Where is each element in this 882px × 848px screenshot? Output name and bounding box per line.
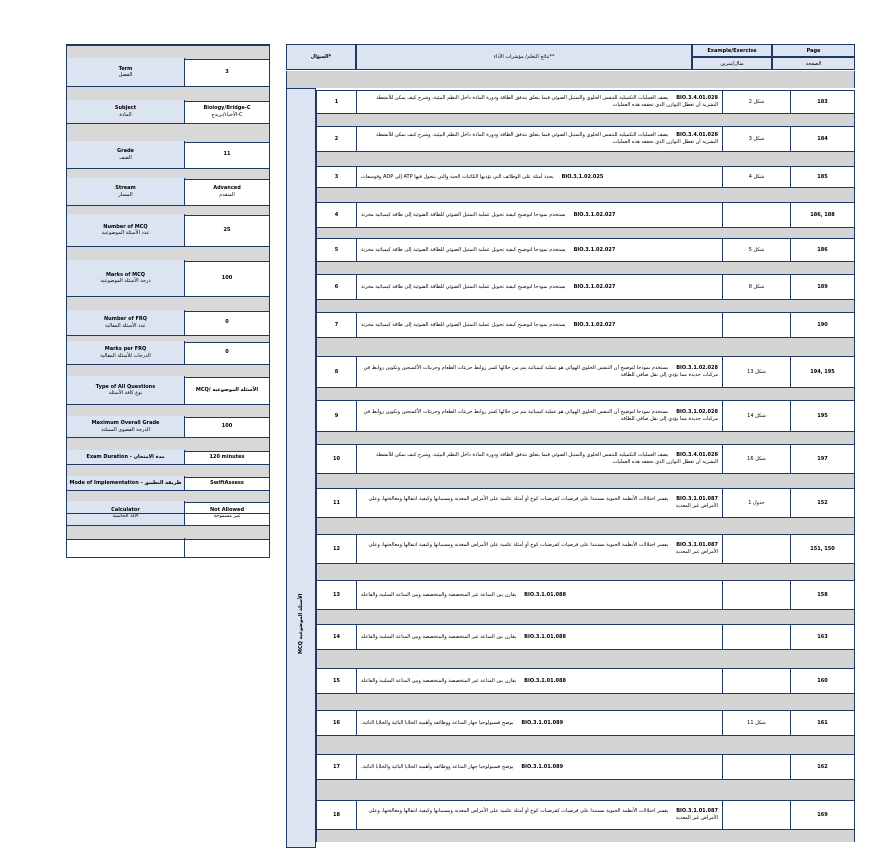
example-reference <box>723 313 791 337</box>
row-spacer <box>316 388 855 400</box>
info-label <box>67 100 185 123</box>
info-value <box>185 58 269 86</box>
info-value-en: 3 <box>225 68 229 75</box>
example-reference: شكل 13 <box>723 357 791 387</box>
outcome-code: BIO.3.1.01.088 <box>524 677 566 684</box>
info-label-ar: الدرجة القصوى الممكنة <box>101 426 150 433</box>
question-row <box>316 400 855 432</box>
info-value <box>185 214 269 246</box>
info-label-en: Stream <box>115 185 136 192</box>
outcome-code: BIO.3.1.01.088 <box>524 633 566 640</box>
info-value-ar: غير مسموحة <box>213 513 241 519</box>
row-spacer <box>316 300 855 312</box>
example-reference: شكل 8 <box>723 275 791 299</box>
info-value <box>185 310 269 335</box>
example-reference <box>723 669 791 693</box>
info-value-ar: المتقدم <box>219 191 235 198</box>
info-row <box>67 100 269 123</box>
question-row <box>316 580 855 610</box>
question-number: 7 <box>317 313 357 337</box>
row-spacer <box>316 188 855 202</box>
learning-outcome <box>357 445 723 473</box>
row-spacer <box>316 152 855 166</box>
header-page-ar: الصفحة <box>772 57 855 70</box>
info-value-en: Advanced <box>213 185 241 192</box>
outcome-code: BIO.3.4.01.028 <box>676 132 718 139</box>
outcome-code: BIO.3.4.01.028 <box>676 95 718 102</box>
mcq-side-label: MCQ الأسئلة الموضوعية <box>298 593 304 655</box>
info-label <box>67 214 185 246</box>
info-row <box>67 260 269 296</box>
question-row <box>316 90 855 114</box>
info-label <box>67 416 185 437</box>
learning-outcome <box>357 91 723 113</box>
page-reference: 160 <box>817 678 828 684</box>
example-reference <box>723 755 791 779</box>
left-spacer-row <box>67 123 269 143</box>
question-row <box>316 238 855 262</box>
info-row <box>67 450 269 464</box>
info-label-en: Grade <box>117 148 134 155</box>
question-row <box>316 624 855 650</box>
info-label-ar: عدد الأسئلة المقالية <box>105 322 146 329</box>
page-reference: 194, 195 <box>810 369 835 375</box>
learning-outcome <box>357 127 723 151</box>
example-reference: جدول 1 <box>723 489 791 517</box>
outcome-code: BIO.3.1.01.089 <box>521 763 564 770</box>
learning-outcome <box>357 275 723 299</box>
info-label-en: Type of All Questions <box>95 383 156 390</box>
learning-outcome <box>357 801 723 829</box>
info-label-en: Marks per FRQ <box>104 346 147 353</box>
info-label-en: Maximum Overall Grade <box>91 420 160 427</box>
row-spacer <box>316 650 855 668</box>
info-label-ar: المسار <box>118 191 133 198</box>
page-reference: 186, 188 <box>810 212 835 218</box>
outcome-text: يفسر اختلالات الأنظمة الحيوية مستندا على فرضيات كفرضيات كوخ أو أمثلة علمية على الأمراض المعدية ومسبباتها وكيفية انتقالها ومعالجتها، وعلى الأمراض غير المعدية <box>368 496 718 509</box>
info-label-ar: الصف <box>119 154 132 161</box>
info-label-ar: الآلة الحاسبة <box>112 513 139 519</box>
info-label-en: Marks of MCQ <box>105 271 146 278</box>
outcome-text: يصف العمليات التكميلية للتنفس الخلوي والتمثيل الضوئي فيما يتعلق بتدفق الطاقة ودورة المادة داخل النظم البيئية، وشرح كيف يمكن للأنشطة البشرية أن تعطل التوازن الذي تحققه هذه العمليات <box>376 95 718 108</box>
header-page-en: Page <box>772 44 855 57</box>
outcome-text: يستخدم نموذجا لتوضيح أن التنفس الخلوي الهوائي هو عملية كيميائية يتم من خلالها كسر روابط جزيئات الطعام وجزيئات الأكسجين وتكوين روابط في مركبات جديدة مما يؤدي إلى نقل صافي للطاقة <box>363 409 718 422</box>
question-number: 15 <box>317 669 357 693</box>
header-question: السؤال* <box>286 44 356 70</box>
info-value <box>185 476 269 490</box>
question-number: 5 <box>317 239 357 261</box>
outcome-code: BIO.3.1.02.028 <box>676 409 718 416</box>
info-value <box>185 100 269 123</box>
learning-outcome <box>357 401 723 431</box>
example-reference <box>723 203 791 227</box>
info-label <box>67 260 185 296</box>
info-label <box>67 376 185 404</box>
outcome-code: BIO.3.1.02.027 <box>573 283 616 290</box>
question-number: 17 <box>317 755 357 779</box>
info-value-en: 0 <box>225 319 229 326</box>
info-value-en: 25 <box>223 226 231 233</box>
outcome-text: يوضح فسيولوجيا جهاز المناعة ووظائفه وأهمية الخلايا البائية والخلايا التائية. <box>361 763 514 770</box>
question-number: 11 <box>317 489 357 517</box>
row-spacer <box>316 736 855 754</box>
header-example-en: Example/Exercise <box>692 44 772 57</box>
example-reference <box>723 801 791 829</box>
page-reference: 183 <box>817 99 828 105</box>
mcq-side-column <box>286 88 316 848</box>
info-value <box>185 450 269 464</box>
info-label-en: Subject <box>114 105 137 112</box>
info-label-ar: المادة <box>119 111 132 118</box>
learning-outcome <box>357 535 723 563</box>
outcome-code: BIO.3.1.02.028 <box>676 365 718 372</box>
info-value <box>185 141 269 168</box>
question-number: 1 <box>317 91 357 113</box>
row-spacer <box>316 338 855 356</box>
info-row <box>67 501 269 525</box>
info-value <box>185 416 269 437</box>
question-row <box>316 202 855 228</box>
learning-outcome <box>357 357 723 387</box>
info-value-en: Not Allowed <box>209 506 245 513</box>
example-reference: شكل 3 <box>723 127 791 151</box>
row-spacer <box>316 610 855 624</box>
example-reference: شكل 14 <box>723 401 791 431</box>
info-value-en: 11 <box>223 151 231 158</box>
info-label-ar: عدد الأسئلة الموضوعية <box>101 230 150 236</box>
info-label-en: Term <box>118 65 133 72</box>
question-number: 10 <box>317 445 357 473</box>
page-reference: 185 <box>817 174 828 180</box>
question-row <box>316 126 855 152</box>
example-reference: شكل 16 <box>723 445 791 473</box>
outcome-text: يقارن بين المناعة غير المتخصصة والمتخصصة وبين المناعة السلبية والفاعلة <box>361 633 517 640</box>
question-number: 6 <box>317 275 357 299</box>
info-value <box>185 260 269 296</box>
info-label-en: Number of MCQ <box>103 223 148 230</box>
header-example-ar: مثال/تمرين <box>692 57 772 70</box>
outcome-text: يستخدم نموذجا لتوضيح كيفية تحويل عملية التمثيل الضوئي للطاقة الضوئية إلى طاقة كيميائية مخزنة <box>361 283 566 290</box>
learning-outcome <box>357 711 723 735</box>
question-row <box>316 668 855 694</box>
outcome-code: BIO.3.4.01.028 <box>676 452 718 459</box>
example-reference: شكل 2 <box>723 91 791 113</box>
info-label-en: Calculator <box>111 506 140 513</box>
info-label <box>67 476 185 490</box>
info-value <box>185 376 269 404</box>
info-row <box>67 341 269 364</box>
outcome-code: BIO.3.1.02.027 <box>573 246 616 253</box>
outcome-text: يستخدم نموذجا لتوضيح أن التنفس الخلوي الهوائي هو عملية كيميائية يتم من خلالها كسر روابط جزيئات الطعام وجزيئات الأكسجين وتكوين روابط في مركبات جديدة مما يؤدي إلى نقل صافي للطاقة <box>363 365 718 378</box>
row-spacer <box>316 564 855 580</box>
learning-outcome <box>357 581 723 609</box>
info-label-ar: الدرجات للأسئلة المقالية <box>100 352 151 359</box>
page-reference: 161 <box>817 720 828 726</box>
info-label <box>67 178 185 205</box>
row-spacer <box>316 114 855 126</box>
left-empty-row <box>67 538 269 557</box>
page-reference: 152 <box>817 500 828 506</box>
question-number: 13 <box>317 581 357 609</box>
info-row <box>67 310 269 335</box>
row-spacer <box>316 432 855 444</box>
example-reference <box>723 625 791 649</box>
info-value-en: 100 <box>221 274 233 281</box>
example-reference <box>723 535 791 563</box>
question-row <box>316 754 855 780</box>
learning-outcome <box>357 489 723 517</box>
info-label <box>67 310 185 335</box>
info-value-en: Biology/Bridge-C <box>203 105 251 112</box>
row-spacer <box>316 474 855 488</box>
row-spacer <box>316 518 855 534</box>
row-spacer <box>316 262 855 274</box>
outcome-text: يقارن بين المناعة غير المتخصصة والمتخصصة وبين المناعة السلبية والفاعلة <box>361 591 517 598</box>
info-row <box>67 214 269 246</box>
row-spacer <box>316 228 855 238</box>
info-value-en: 0 <box>225 349 229 356</box>
question-row <box>316 274 855 300</box>
header-learning-outcome: نتائج التعلم/ مؤشرات الأداء** <box>356 44 692 70</box>
info-label <box>67 58 185 86</box>
question-row <box>316 356 855 388</box>
outcome-code: BIO.3.1.01.088 <box>524 591 566 598</box>
info-label <box>67 450 185 464</box>
question-number: 18 <box>317 801 357 829</box>
question-row <box>316 534 855 564</box>
page-reference: 163 <box>817 634 828 640</box>
question-row <box>316 166 855 188</box>
info-value-en: 100 <box>221 423 233 430</box>
info-value-ar: الأحياء/بريدج-C <box>211 111 243 118</box>
info-value-en: MCQ/ الأسئلة الموضوعية <box>195 386 259 393</box>
info-value-en: SwiftAssess <box>210 479 244 486</box>
outcome-text: يستخدم نموذجا لتوضيح كيفية تحويل عملية التمثيل الضوئي للطاقة الضوئية إلى طاقة كيميائية مخزنة <box>361 246 566 253</box>
info-label-ar: نوع كافة الأسئلة <box>108 390 143 396</box>
question-row <box>316 800 855 830</box>
info-label-en: Exam Duration - مدة الامتحان <box>86 453 165 460</box>
page-reference: 195 <box>817 413 828 419</box>
page-reference: 190 <box>817 322 828 328</box>
info-row <box>67 58 269 86</box>
learning-outcome <box>357 625 723 649</box>
outcome-code: BIO.3.1.02.027 <box>573 211 616 218</box>
info-label <box>67 341 185 364</box>
page-reference: 169 <box>817 812 828 818</box>
info-label-ar: درجة الأسئلة الموضوعية <box>100 278 151 284</box>
question-number: 9 <box>317 401 357 431</box>
question-blueprint-table <box>286 44 855 844</box>
row-spacer <box>316 780 855 800</box>
page-reference: 158 <box>817 592 828 598</box>
outcome-code: BIO.3.1.01.089 <box>521 719 564 726</box>
question-row <box>316 444 855 474</box>
row-divider <box>67 513 269 514</box>
question-number: 14 <box>317 625 357 649</box>
learning-outcome <box>357 313 723 337</box>
info-row <box>67 376 269 404</box>
info-label-en: Number of FRQ <box>104 316 147 323</box>
question-number: 8 <box>317 357 357 387</box>
info-label-en: Mode of Implementation - طريقة التطبيق <box>69 479 182 486</box>
question-row <box>316 488 855 518</box>
info-value <box>185 341 269 364</box>
outcome-code: BIO.3.1.02.027 <box>573 321 616 328</box>
info-row <box>67 178 269 205</box>
learning-outcome <box>357 755 723 779</box>
question-number: 16 <box>317 711 357 735</box>
info-row <box>67 476 269 490</box>
example-reference <box>723 581 791 609</box>
example-reference: شكل 5 <box>723 239 791 261</box>
page-reference: 184 <box>817 136 828 142</box>
outcome-code: BIO.3.1.01.087 <box>676 496 718 503</box>
info-value <box>185 178 269 205</box>
outcome-text: يفسر اختلالات الأنظمة الحيوية مستندا على فرضيات كفرضيات كوخ أو أمثلة علمية على الأمراض المعدية ومسبباتها وكيفية انتقالها ومعالجتها، وعلى الأمراض غير المعدية <box>368 808 718 821</box>
info-label-ar: الفصل <box>118 72 133 78</box>
page-reference: 186 <box>817 247 828 253</box>
learning-outcome <box>357 669 723 693</box>
outcome-text: يوضح فسيولوجيا جهاز المناعة ووظائفه وأهمية الخلايا البائية والخلايا التائية. <box>361 719 514 726</box>
outcome-text: يصف العمليات التكميلية للتنفس الخلوي والتمثيل الضوئي فيما يتعلق بتدفق الطاقة ودورة المادة داخل النظم البيئية، وشرح كيف يمكن للأنشطة البشرية أن تعطل التوازن الذي تحققه هذه العمليات <box>376 132 718 145</box>
outcome-text: يستخدم نموذجا لتوضيح كيفية تحويل عملية التمثيل الضوئي للطاقة الضوئية إلى طاقة كيميائية مخزنة <box>361 211 566 218</box>
info-row <box>67 416 269 437</box>
learning-outcome <box>357 203 723 227</box>
page-reference: 162 <box>817 764 828 770</box>
outcome-code: BIO.3.1.02.025 <box>561 173 604 180</box>
outcome-text: يحدد أمثلة على الوظائف التي تؤديها الكائنات الحية والتي يتحول فيها ATP إلى ADP وفوسفات <box>361 173 554 180</box>
example-reference: شكل 11 <box>723 711 791 735</box>
outcome-text: يفسر اختلالات الأنظمة الحيوية مستندا على فرضيات كفرضيات كوخ أو أمثلة علمية على الأمراض المعدية ومسبباتها وكيفية انتقالها ومعالجتها، وعلى الأمراض غير المعدية <box>368 542 718 555</box>
info-row <box>67 141 269 168</box>
question-row <box>316 312 855 338</box>
outcome-text: يستخدم نموذجا لتوضيح كيفية تحويل عملية التمثيل الضوئي للطاقة الضوئية إلى طاقة كيميائية مخزنة <box>361 321 566 328</box>
outcome-text: يقارن بين المناعة غير المتخصصة والمتخصصة وبين المناعة السلبية والفاعلة <box>361 677 517 684</box>
outcome-code: BIO.3.1.01.087 <box>676 542 718 549</box>
info-label <box>67 141 185 168</box>
question-number: 12 <box>317 535 357 563</box>
outcome-text: يصف العمليات التكميلية للتنفس الخلوي والتمثيل الضوئي فيما يتعلق بتدفق الطاقة ودورة المادة داخل النظم البيئية، وشرح كيف يمكن للأنشطة البشرية أن تعطل التوازن الذي تحققه هذه العمليات <box>376 452 718 465</box>
empty-cell <box>67 538 185 557</box>
question-row <box>316 710 855 736</box>
page-reference: 189 <box>817 284 828 290</box>
example-reference: شكل 4 <box>723 167 791 187</box>
page-reference: 197 <box>817 456 828 462</box>
row-spacer <box>316 830 855 842</box>
question-number: 2 <box>317 127 357 151</box>
header-spacer <box>286 71 855 88</box>
outcome-code: BIO.3.1.01.087 <box>676 808 718 815</box>
row-spacer <box>316 694 855 710</box>
question-number: 4 <box>317 203 357 227</box>
learning-outcome <box>357 239 723 261</box>
learning-outcome <box>357 167 723 187</box>
question-number: 3 <box>317 167 357 187</box>
info-value-en: 120 minutes <box>209 453 245 460</box>
exam-info-table <box>66 44 270 558</box>
page-reference: 151, 150 <box>810 546 835 552</box>
